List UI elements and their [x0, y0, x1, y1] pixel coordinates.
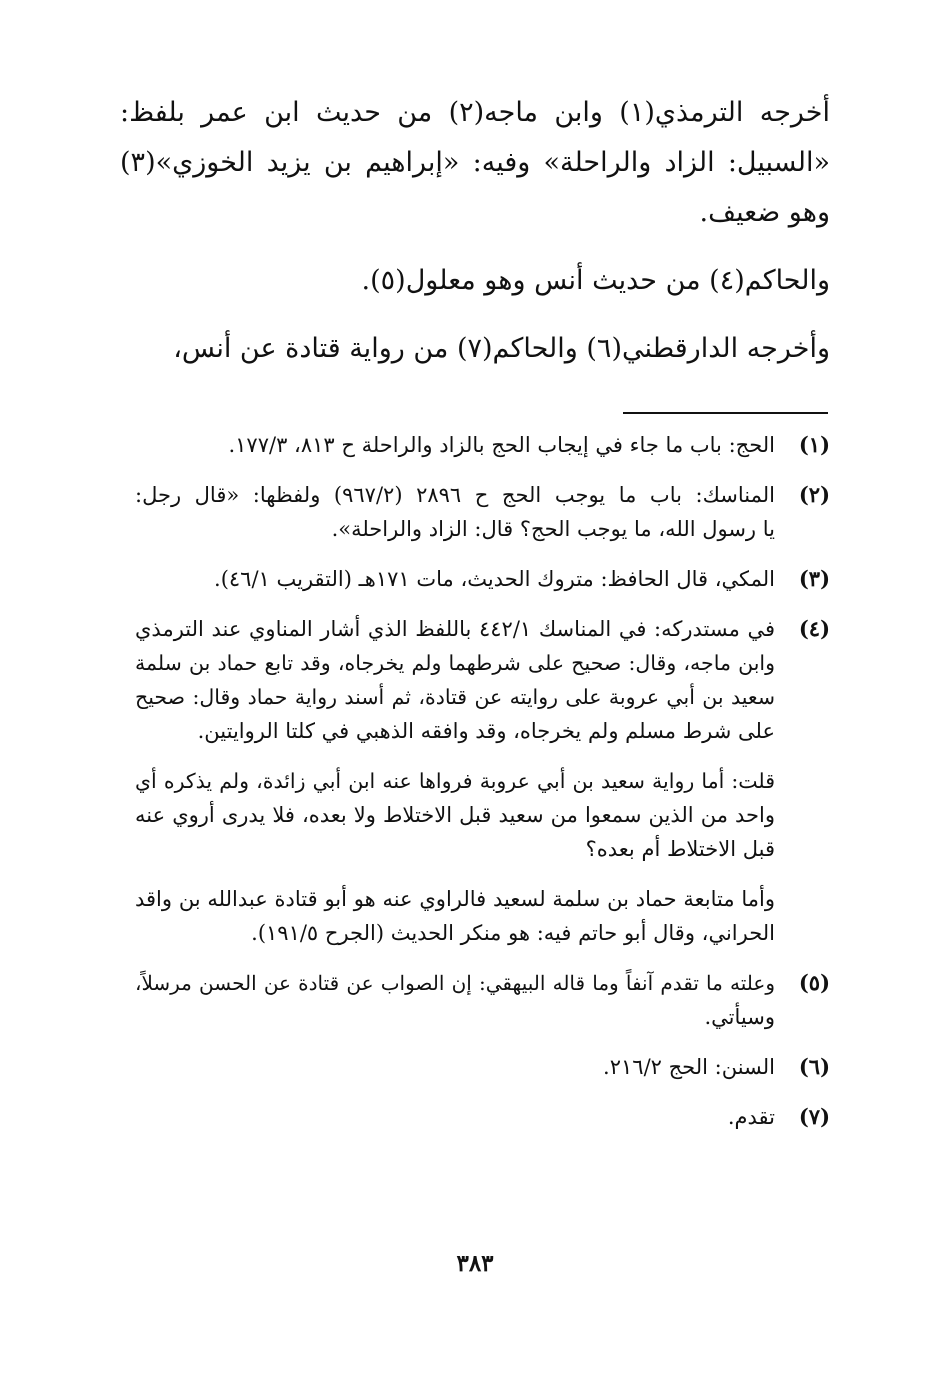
footnote-number: (٥): [798, 970, 830, 995]
footnote-line: سعيد بن أبي عروبة على روايته عن قتادة، ثم أسند رواية حماد وقال: صحيح: [135, 685, 775, 709]
footnote-line: واحد من الذين سمعوا من سعيد قبل الاختلاط ولا بعده، فلا يدرى أروي عنه: [135, 803, 775, 827]
footnotes: [135, 428, 830, 1150]
footnote-line: قلت: أما رواية سعيد بن أبي عروبة فرواها عنه ابن أبي زائدة، ولم يذكره أي: [135, 769, 775, 793]
footnote-6: [135, 1050, 830, 1084]
footnote-line: وسيأتي.: [704, 1005, 775, 1029]
footnote-2: [135, 478, 830, 546]
footnote-line: على شرط مسلم ولم يخرجاه، وقد وافقه الذهبي في كلتا الروايتين.: [197, 719, 775, 743]
footnote-line: تقدم.: [727, 1105, 775, 1129]
footnote-line: يا رسول الله، ما يوجب الحج؟ قال: الزاد والراحلة».: [331, 517, 775, 541]
footnote-1: [135, 428, 830, 462]
footnote-line: وأما متابعة حماد بن سلمة لسعيد فالراوي عنه هو أبو قتادة عبدالله بن واقد: [135, 887, 775, 911]
footnote-5: [135, 966, 830, 1034]
footnote-line: قبل الاختلاط أم بعده؟: [585, 837, 775, 861]
footnote-7: [135, 1100, 830, 1134]
footnote-line: المكي، قال الحافظ: متروك الحديث، مات ١٧١هـ (التقريب ٤٦/١).: [214, 567, 775, 591]
main-text-line: أخرجه الترمذي(١) وابن ماجه(٢) من حديث ابن عمر بلفظ:: [120, 97, 830, 128]
footnote-line: في مستدركه: في المناسك ٤٤٢/١ باللفظ الذي أشار المناوي عند الترمذي: [135, 617, 775, 641]
main-text-line: وهو ضعيف.: [699, 197, 830, 228]
page-number: ٣٨٣: [456, 1250, 494, 1277]
main-text-line: «السبيل: الزاد والراحلة» وفيه: «إبراهيم بن يزيد الخوزي»(٣): [120, 147, 830, 178]
footnote-number: (٤): [798, 616, 830, 641]
footnote-line: وابن ماجه، وقال: صحيح على شرطهما ولم يخرجاه، وقد تابع حماد بن سلمة: [135, 651, 775, 675]
footnote-line: وعلته ما تقدم آنفاً وما قاله البيهقي: إن الصواب عن قتادة عن الحسن مرسلاً،: [135, 971, 775, 995]
footnote-line: السنن: الحج ٢١٦/٢.: [603, 1055, 775, 1079]
footnote-4-follow-up: [135, 882, 830, 950]
footnote-4: [135, 612, 830, 748]
main-text-line: والحاكم(٤) من حديث أنس وهو معلول(٥).: [361, 265, 830, 296]
footnote-line: المناسك: باب ما يوجب الحج ح ٢٨٩٦ (٩٦٧/٢) ولفظها: «قال رجل:: [135, 483, 776, 507]
footnote-number: (٣): [798, 566, 830, 591]
footnote-line: الحراني، وقال أبو حاتم فيه: هو منكر الحديث (الجرح ١٩١/٥).: [251, 921, 775, 945]
main-text-line: وأخرجه الدارقطني(٦) والحاكم(٧) من رواية قتادة عن أنس،: [173, 333, 830, 364]
footnote-4-comment: [135, 764, 830, 866]
footnote-number: (٢): [798, 482, 830, 507]
footnote-divider: [623, 412, 828, 414]
footnote-line: الحج: باب ما جاء في إيجاب الحج بالزاد والراحلة ح ٨١٣، ١٧٧/٣.: [228, 433, 775, 457]
footnote-number: (٦): [798, 1054, 830, 1079]
main-text: [120, 88, 830, 374]
footnote-3: [135, 562, 830, 596]
footnote-number: (١): [798, 432, 830, 457]
footnote-number: (٧): [798, 1104, 830, 1129]
